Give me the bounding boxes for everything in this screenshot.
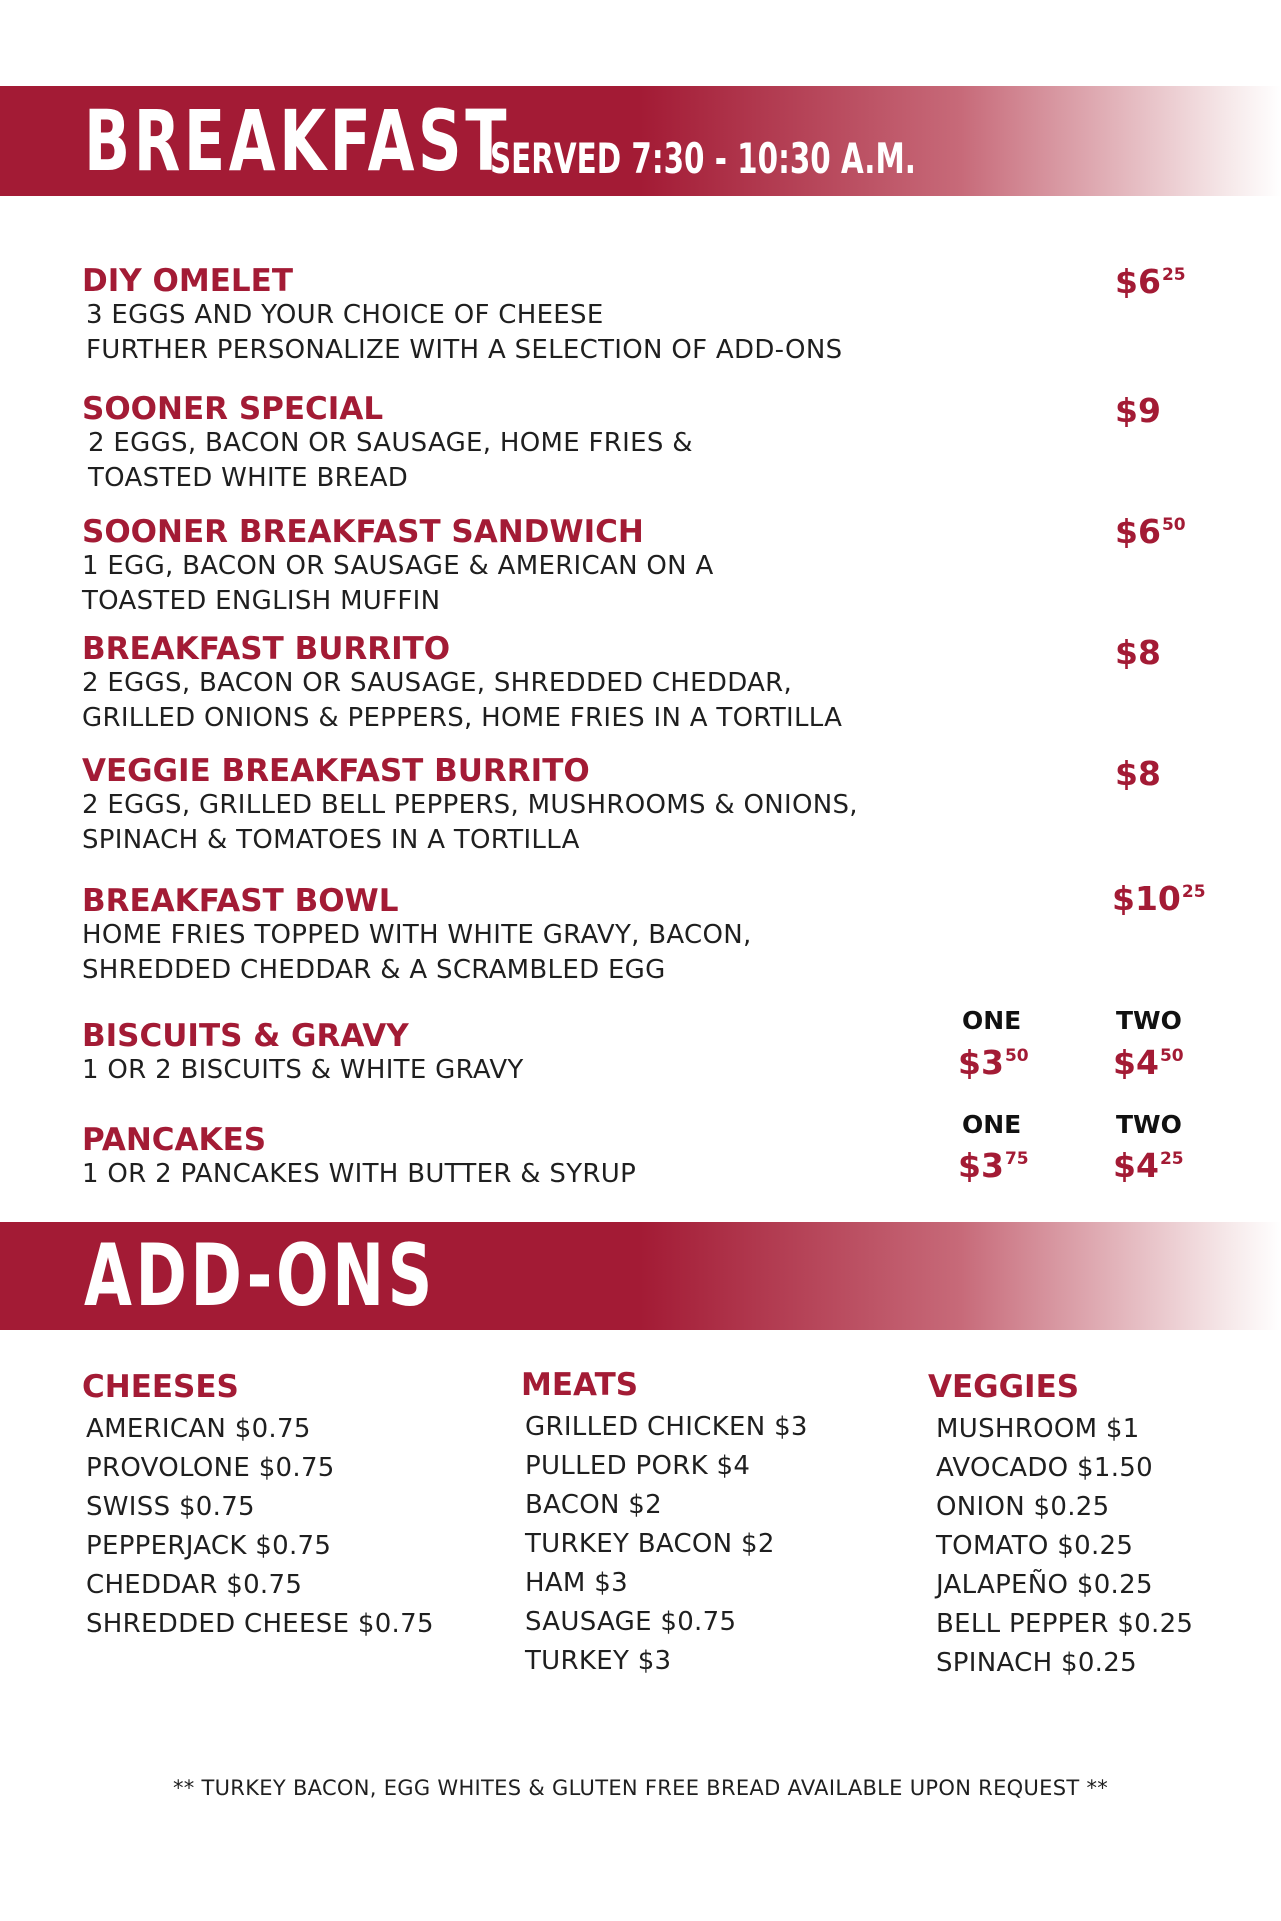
item-desc-line: FURTHER PERSONALIZE WITH A SELECTION OF ADD-ONS <box>86 335 843 365</box>
item-desc-line: SPINACH & TOMATOES IN A TORTILLA <box>82 825 580 855</box>
item-price: $8 <box>1115 754 1161 793</box>
footnote: ** TURKEY BACON, EGG WHITES & GLUTEN FREE BREAD AVAILABLE UPON REQUEST ** <box>172 1776 1109 1800</box>
item-desc-line: 2 EGGS, GRILLED BELL PEPPERS, MUSHROOMS & ONIONS, <box>82 790 858 820</box>
item-price: $\$6^{50}$ <box>1115 512 1186 551</box>
size-two-price: $\$4^{50}$ <box>1113 1043 1184 1082</box>
item-desc-line: HOME FRIES TOPPED WITH WHITE GRAVY, BACON, <box>82 920 752 950</box>
addon-item: MUSHROOM $1 <box>936 1414 1140 1444</box>
item-name: SOONER SPECIAL <box>82 391 384 427</box>
addon-item: AMERICAN $0.75 <box>86 1414 311 1444</box>
item-price: $9 <box>1115 391 1161 430</box>
menu-item <box>82 632 1182 736</box>
price-cents: 75 <box>1004 1149 1029 1169</box>
addon-item: TURKEY $3 <box>525 1646 672 1676</box>
addon-item: PULLED PORK $4 <box>525 1451 751 1481</box>
size-one-label: ONE <box>962 1006 1022 1035</box>
size-one-price: $\$3^{50}$ <box>958 1043 1029 1082</box>
addon-item: GRILLED CHICKEN $3 <box>525 1412 808 1442</box>
item-desc-line: 1 EGG, BACON OR SAUSAGE & AMERICAN ON A <box>82 551 714 581</box>
item-name: VEGGIE BREAKFAST BURRITO <box>82 753 590 789</box>
addon-item: HAM $3 <box>525 1568 628 1598</box>
addon-item: BELL PEPPER $0.25 <box>936 1609 1194 1639</box>
addon-item: SPINACH $0.25 <box>936 1648 1137 1678</box>
item-desc-line: 1 OR 2 BISCUITS & WHITE GRAVY <box>82 1055 524 1085</box>
addons-title: ADD-ONS <box>84 1226 436 1326</box>
addons-veggies-column <box>928 1370 1193 1683</box>
item-name: DIY OMELET <box>82 263 293 299</box>
item-price: $8 <box>1115 633 1161 672</box>
breakfast-banner <box>0 86 1281 196</box>
menu-item <box>82 515 1182 619</box>
price-cents: 50 <box>1004 1046 1029 1066</box>
breakfast-title: BREAKFAST <box>84 92 511 190</box>
addons-heading: MEATS <box>521 1367 639 1403</box>
item-desc-line: 1 OR 2 PANCAKES WITH BUTTER & SYRUP <box>82 1159 637 1189</box>
menu-item <box>82 264 1182 368</box>
addon-item: TOMATO $0.25 <box>936 1531 1134 1561</box>
size-one-label: ONE <box>962 1110 1022 1139</box>
item-name: PANCAKES <box>82 1122 267 1158</box>
item-desc-line: 3 EGGS AND YOUR CHOICE OF CHEESE <box>86 300 604 330</box>
size-two-price: $\$4^{25}$ <box>1113 1146 1184 1185</box>
addon-item: AVOCADO $1.50 <box>936 1453 1153 1483</box>
item-desc-line: GRILLED ONIONS & PEPPERS, HOME FRIES IN A TORTILLA <box>82 703 843 733</box>
addon-item: PEPPERJACK $0.75 <box>86 1531 332 1561</box>
addon-item: SAUSAGE $0.75 <box>525 1607 737 1637</box>
item-price: $\$6^{25}$ <box>1115 262 1186 301</box>
addon-item: SWISS $0.75 <box>86 1492 255 1522</box>
addons-cheeses-column <box>82 1370 434 1644</box>
size-two-label: TWO <box>1116 1110 1182 1139</box>
item-name: BREAKFAST BURRITO <box>82 631 451 667</box>
addon-item: JALAPEÑO $0.25 <box>936 1570 1153 1600</box>
menu-item <box>82 884 1182 988</box>
price-cents: 25 <box>1181 882 1206 902</box>
price-cents: 50 <box>1161 515 1186 535</box>
addon-item: ONION $0.25 <box>936 1492 1110 1522</box>
addon-item: TURKEY BACON $2 <box>525 1529 775 1559</box>
menu-item <box>82 392 1182 496</box>
item-desc-line: SHREDDED CHEDDAR & A SCRAMBLED EGG <box>82 955 666 985</box>
breakfast-hours: SERVED 7:30 - 10:30 A.M. <box>490 134 916 183</box>
size-one-price: $\$3^{75}$ <box>958 1146 1029 1185</box>
item-desc-line: 2 EGGS, BACON OR SAUSAGE, SHREDDED CHEDDAR, <box>82 668 793 698</box>
price-cents: 50 <box>1159 1046 1184 1066</box>
item-name: BREAKFAST BOWL <box>82 883 399 919</box>
addon-item: BACON $2 <box>525 1490 662 1520</box>
addons-list <box>86 1410 434 1644</box>
item-price: $\$10^{25}$ <box>1112 879 1206 918</box>
item-desc-line: TOASTED WHITE BREAD <box>88 463 409 493</box>
price-cents: 25 <box>1161 265 1186 285</box>
addon-item: CHEDDAR $0.75 <box>86 1570 303 1600</box>
addon-item: PROVOLONE $0.75 <box>86 1453 335 1483</box>
addons-list <box>936 1410 1193 1683</box>
item-name: SOONER BREAKFAST SANDWICH <box>82 514 644 550</box>
addons-list <box>525 1408 808 1681</box>
item-desc-line: TOASTED ENGLISH MUFFIN <box>82 586 441 616</box>
price-cents: 25 <box>1159 1149 1184 1169</box>
menu-item <box>82 754 1182 858</box>
addons-heading: VEGGIES <box>928 1369 1080 1405</box>
item-desc-line: 2 EGGS, BACON OR SAUSAGE, HOME FRIES & <box>88 428 693 458</box>
addons-heading: CHEESES <box>82 1369 239 1405</box>
size-two-label: TWO <box>1116 1006 1182 1035</box>
item-name: BISCUITS & GRAVY <box>82 1018 409 1054</box>
addons-meats-column <box>521 1368 808 1681</box>
addon-item: SHREDDED CHEESE $0.75 <box>86 1609 434 1639</box>
addons-banner <box>0 1222 1281 1330</box>
